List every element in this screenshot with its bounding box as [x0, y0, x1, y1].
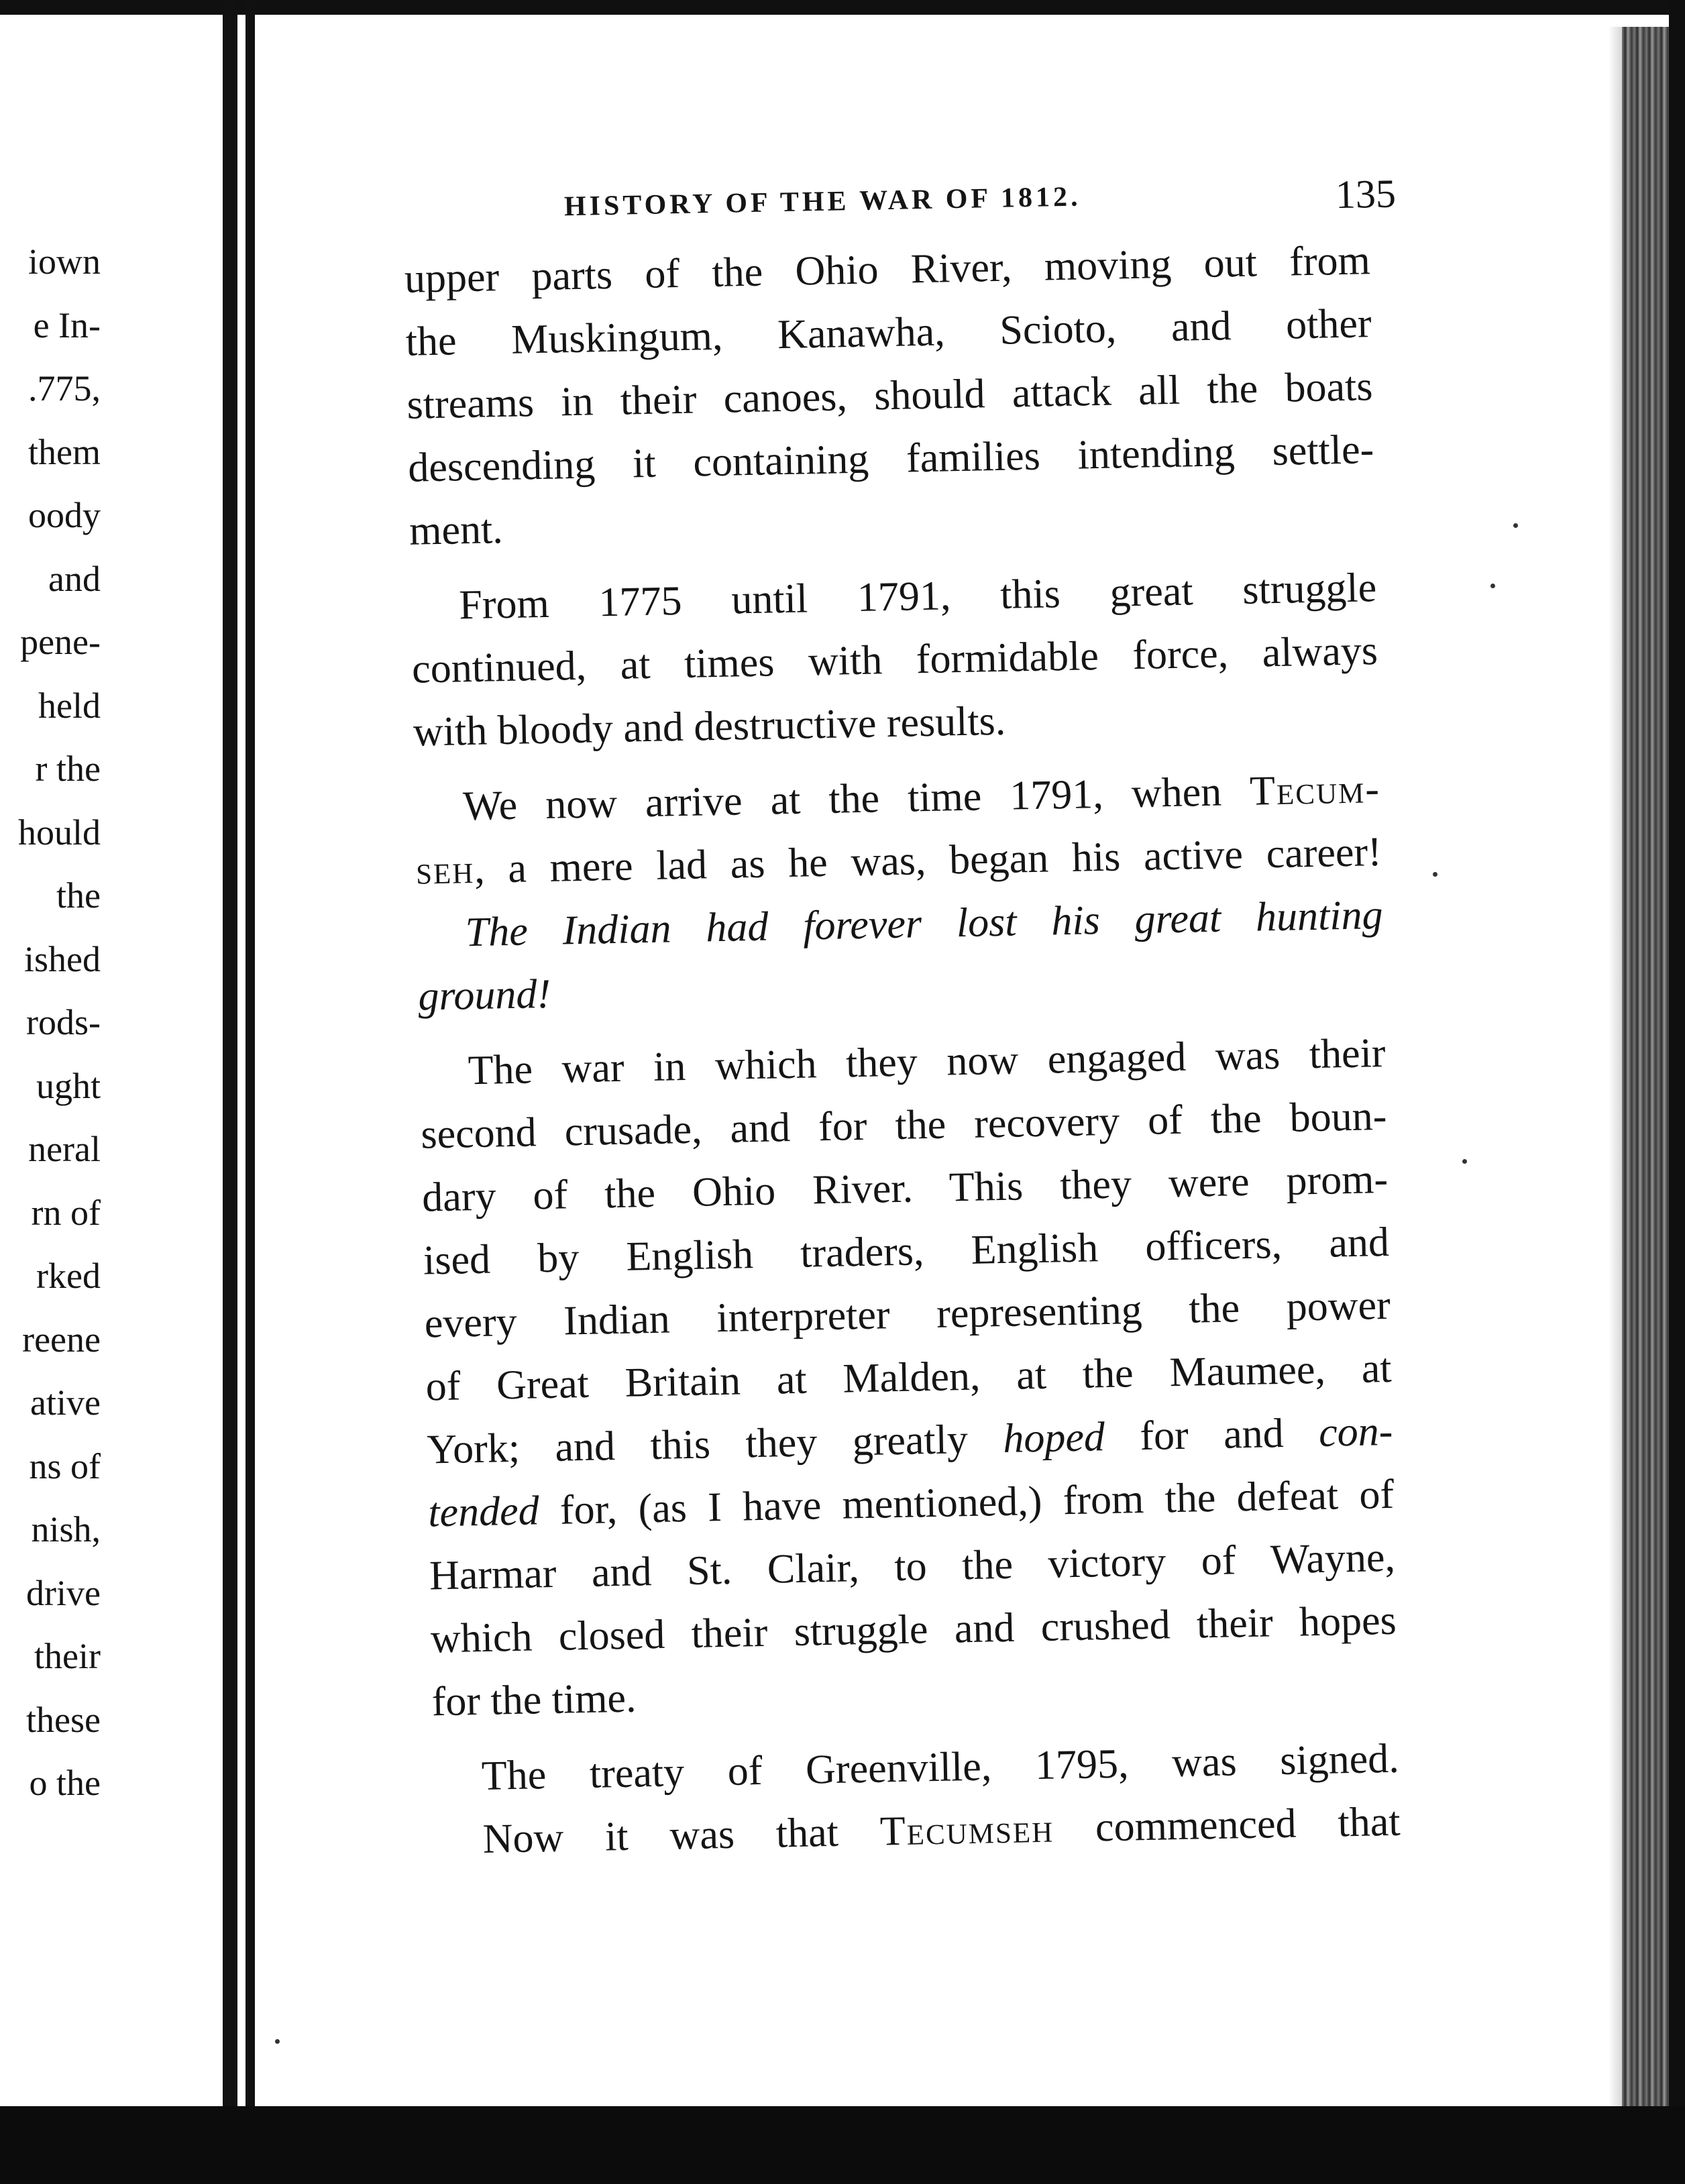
- facing-page-line: oody: [28, 495, 101, 535]
- facing-page-line: them: [28, 431, 101, 472]
- scan-speck: [1513, 523, 1518, 528]
- facing-page-line: ished: [24, 938, 101, 979]
- page-number: 135: [1335, 171, 1397, 217]
- italic-word: hoped: [1002, 1414, 1105, 1462]
- name-small-caps: Tecum-: [1249, 766, 1381, 814]
- body-text: [404, 229, 1401, 1871]
- facing-page-line: rods-: [26, 1002, 101, 1042]
- text-line: The treaty of Greenville, 1795, was signed.: [481, 1735, 1400, 1800]
- facing-page-line: .775,: [28, 368, 101, 408]
- text-line: second crusade, and for the recovery of the boun-: [420, 1093, 1387, 1158]
- facing-page-line: drive: [26, 1572, 101, 1613]
- scan-speck: [1433, 872, 1437, 877]
- scan-border-right: [1669, 0, 1685, 2184]
- facing-page-line: rked: [36, 1256, 101, 1296]
- text-line: The Indian had forever lost his great hunting: [465, 892, 1384, 956]
- text-run: , a mere lad as he was, began his active career!: [474, 829, 1382, 892]
- text-line: ised by English traders, English officers, and: [423, 1219, 1390, 1284]
- text-line: for the time.: [431, 1675, 637, 1725]
- text-line: descending it containing families intending settle-: [407, 427, 1374, 491]
- page-edge-shadow: [1609, 27, 1622, 2113]
- text-run: Now it was that: [482, 1808, 881, 1863]
- italic-word: tended: [427, 1488, 540, 1536]
- text-line: ment.: [409, 506, 504, 554]
- text-run: We now arrive at the time 1791, when: [462, 768, 1250, 830]
- facing-page-line: ught: [36, 1065, 101, 1106]
- name-small-caps: seh: [415, 846, 475, 893]
- facing-page-line: neral: [28, 1129, 101, 1169]
- italic-word: con-: [1318, 1408, 1393, 1456]
- facing-page-line: pene-: [20, 622, 101, 662]
- text-line: streams in their canoes, should attack all the boats: [406, 364, 1373, 428]
- text-line: which closed their struggle and crushed their hopes: [430, 1597, 1397, 1662]
- text-line: From 1775 until 1791, this great struggle: [458, 565, 1377, 629]
- text-run: for, (as I have mentioned,) from the defeat of: [538, 1471, 1395, 1534]
- facing-page-line: the: [56, 875, 101, 916]
- facing-page-line: rn of: [31, 1192, 101, 1233]
- text-run: commenced that: [1053, 1798, 1401, 1851]
- name-small-caps: Tecumseh: [879, 1805, 1054, 1855]
- running-title: HISTORY OF THE WAR OF 1812.: [563, 181, 1081, 223]
- facing-page-line: ns of: [29, 1445, 101, 1486]
- facing-page-line: their: [34, 1636, 101, 1676]
- facing-page-line: ative: [30, 1382, 101, 1423]
- page-stack-edge: [1622, 27, 1669, 2113]
- book-page: [362, 154, 1432, 2092]
- binding-gutter-shadow: [246, 0, 255, 2120]
- text-line: ground!: [417, 971, 551, 1020]
- facing-page-line: o the: [29, 1763, 101, 1803]
- facing-page-line: and: [48, 558, 101, 599]
- text-line: dary of the Ohio River. This they were prom-: [421, 1156, 1389, 1221]
- text-run: for and: [1104, 1409, 1319, 1460]
- text-line: the Muskingum, Kanawha, Scioto, and other: [405, 301, 1372, 365]
- facing-page-line: iown: [28, 241, 101, 282]
- scan-speck: [1490, 584, 1495, 588]
- facing-page-line: nish,: [31, 1509, 101, 1549]
- binding-gutter: [223, 0, 237, 2120]
- text-line: Harmar and St. Clair, to the victory of Wayne,: [429, 1534, 1396, 1599]
- scan-speck: [1462, 1159, 1467, 1164]
- text-line: every Indian interpreter representing the power: [424, 1282, 1391, 1347]
- facing-page-line: hould: [17, 812, 101, 853]
- scan-border-bottom: [0, 2106, 1685, 2184]
- running-head: [563, 171, 1397, 237]
- scan-speck: [275, 2039, 280, 2044]
- facing-page-line: held: [38, 685, 101, 726]
- text-line: of Great Britain at Malden, at the Maumee, at: [425, 1345, 1393, 1410]
- text-line: upper parts of the Ohio River, moving out from: [404, 237, 1371, 302]
- text-line: continued, at times with formidable force, always: [411, 628, 1378, 692]
- text-line: with bloody and destructive results.: [413, 698, 1006, 755]
- facing-page-line: these: [26, 1699, 101, 1740]
- text-run: York; and this they greatly: [426, 1416, 1003, 1473]
- facing-page-line: reene: [22, 1319, 101, 1360]
- facing-page-line: r the: [35, 749, 101, 789]
- text-line: The war in which they now engaged was their: [468, 1030, 1387, 1094]
- facing-page-line: e In-: [33, 305, 101, 345]
